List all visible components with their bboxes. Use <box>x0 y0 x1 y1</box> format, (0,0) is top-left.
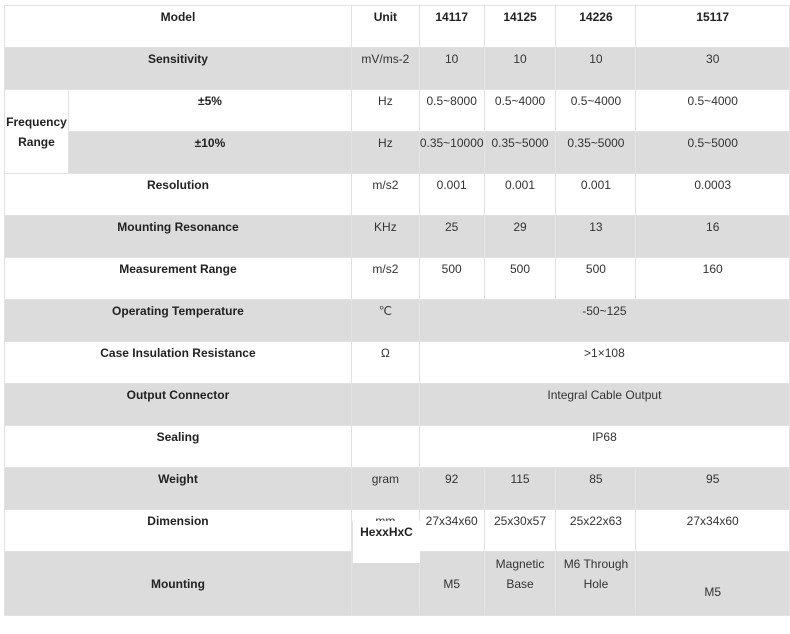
frequency-5-row <box>5 90 790 132</box>
mounting-value: Magnetic Base <box>484 552 556 616</box>
measurement-range-unit: m/s2 <box>351 258 419 300</box>
mounting-resonance-value: 29 <box>484 216 556 258</box>
weight-value: 85 <box>556 468 636 510</box>
frequency-10-unit: Hz <box>351 132 419 174</box>
resolution-label: Resolution <box>5 174 352 216</box>
resolution-value: 0.001 <box>484 174 556 216</box>
case-insulation-value: >1×108 <box>419 342 789 384</box>
measurement-range-row <box>5 258 790 300</box>
resolution-row <box>5 174 790 216</box>
dimension-value: 25x30x57 <box>484 510 556 552</box>
header-model-14226: 14226 <box>556 6 636 48</box>
case-insulation-unit: Ω <box>351 342 419 384</box>
output-connector-value: Integral Cable Output <box>419 384 789 426</box>
resolution-value: 0.0003 <box>636 174 790 216</box>
sensitivity-value: 10 <box>484 48 556 90</box>
dimension-sublabel: HexxHxC <box>360 525 413 539</box>
sensitivity-value: 10 <box>556 48 636 90</box>
sealing-unit <box>351 426 419 468</box>
operating-temperature-unit: ℃ <box>351 300 419 342</box>
sealing-value: IP68 <box>419 426 789 468</box>
frequency-10-value: 0.35~5000 <box>556 132 636 174</box>
sensitivity-value: 30 <box>636 48 790 90</box>
mounting-value: M6 Through Hole <box>556 552 636 616</box>
mounting-value: M5 <box>636 552 790 616</box>
sealing-row <box>5 426 790 468</box>
measurement-range-value: 500 <box>484 258 556 300</box>
dimension-value: 27x34x60 <box>636 510 790 552</box>
sensitivity-row <box>5 48 790 90</box>
weight-value: 92 <box>419 468 484 510</box>
weight-value: 95 <box>636 468 790 510</box>
operating-temperature-value: -50~125 <box>419 300 789 342</box>
frequency-5-unit: Hz <box>351 90 419 132</box>
mounting-resonance-value: 25 <box>419 216 484 258</box>
weight-value: 115 <box>484 468 556 510</box>
frequency-5-value: 0.5~4000 <box>484 90 556 132</box>
operating-temperature-label: Operating Temperature <box>5 300 352 342</box>
sensitivity-unit: mV/ms-2 <box>351 48 419 90</box>
resolution-value: 0.001 <box>419 174 484 216</box>
frequency-5-value: 0.5~4000 <box>636 90 790 132</box>
measurement-range-value: 500 <box>419 258 484 300</box>
measurement-range-value: 500 <box>556 258 636 300</box>
operating-temperature-row <box>5 300 790 342</box>
resolution-value: 0.001 <box>556 174 636 216</box>
mounting-resonance-value: 13 <box>556 216 636 258</box>
sealing-label: Sealing <box>5 426 352 468</box>
sensitivity-value: 10 <box>419 48 484 90</box>
frequency-range-label: Frequency Range <box>5 90 69 174</box>
frequency-5-value: 0.5~8000 <box>419 90 484 132</box>
dimension-label: Dimension <box>5 510 352 552</box>
dimension-value: 25x22x63 <box>556 510 636 552</box>
mounting-label: Mounting <box>5 552 352 616</box>
frequency-10-value: 0.35~10000 <box>419 132 484 174</box>
mounting-value: M5 <box>419 552 484 616</box>
measurement-range-label: Measurement Range <box>5 258 352 300</box>
frequency-5-label: ±5% <box>68 90 351 132</box>
header-model-14117: 14117 <box>419 6 484 48</box>
header-model-15117: 15117 <box>636 6 790 48</box>
header-model-14125: 14125 <box>484 6 556 48</box>
mounting-resonance-unit: KHz <box>351 216 419 258</box>
frequency-10-value: 0.5~5000 <box>636 132 790 174</box>
header-model-label: Model <box>5 6 352 48</box>
mounting-resonance-row <box>5 216 790 258</box>
case-insulation-label: Case Insulation Resistance <box>5 342 352 384</box>
weight-label: Weight <box>5 468 352 510</box>
frequency-5-value: 0.5~4000 <box>556 90 636 132</box>
weight-row <box>5 468 790 510</box>
measurement-range-value: 160 <box>636 258 790 300</box>
output-connector-unit <box>351 384 419 426</box>
dimension-sublabel-cell <box>352 521 420 563</box>
dimension-value: 27x34x60 <box>419 510 484 552</box>
resolution-unit: m/s2 <box>351 174 419 216</box>
header-row <box>5 6 790 48</box>
case-insulation-row <box>5 342 790 384</box>
frequency-10-value: 0.35~5000 <box>484 132 556 174</box>
header-unit-label: Unit <box>351 6 419 48</box>
weight-unit: gram <box>351 468 419 510</box>
sensitivity-label: Sensitivity <box>5 48 352 90</box>
frequency-10-label: ±10% <box>68 132 351 174</box>
output-connector-label: Output Connector <box>5 384 352 426</box>
output-connector-row <box>5 384 790 426</box>
frequency-10-row <box>5 132 790 174</box>
mounting-resonance-value: 16 <box>636 216 790 258</box>
mounting-resonance-label: Mounting Resonance <box>5 216 352 258</box>
